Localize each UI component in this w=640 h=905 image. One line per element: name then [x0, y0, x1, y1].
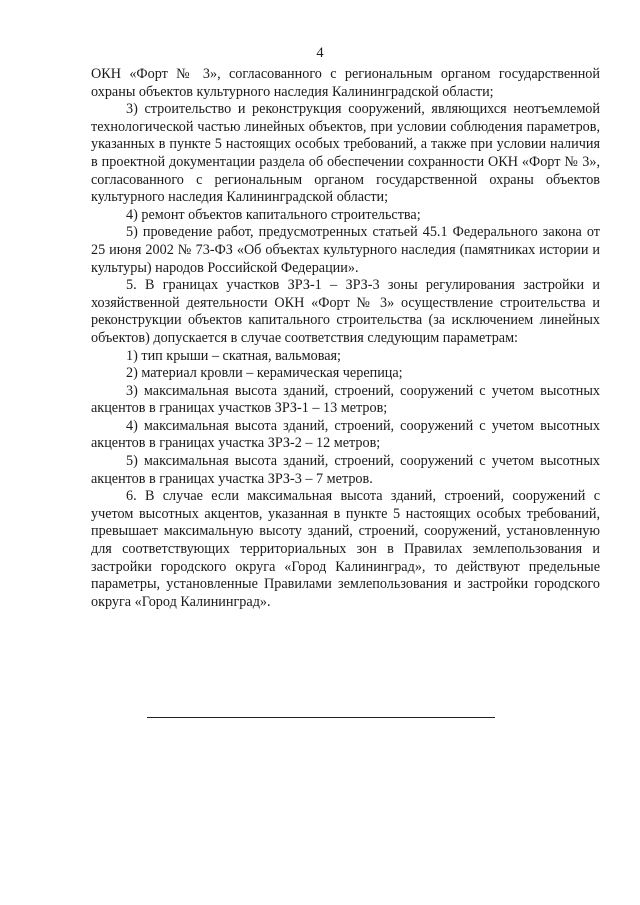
paragraph-continuation: ОКН «Форт № 3», согласованного с региональным органом государственной охраны объектов культурного наследия Калининградской области; — [91, 66, 600, 100]
parameter-1: 1) тип крыши – скатная, вальмовая; — [126, 347, 341, 364]
end-divider-line — [147, 717, 495, 718]
parameter-4: 4) максимальная высота зданий, строений, сооружений с учетом высотных акцентов в границах участка ЗРЗ-2 – 12 метров; — [91, 417, 600, 452]
document-body — [91, 66, 600, 611]
parameter-2: 2) материал кровли – керамическая черепица; — [126, 365, 403, 382]
parameter-5: 5) максимальная высота зданий, строений, сооружений с учетом высотных акцентов в границах участка ЗРЗ-3 – 7 метров. — [91, 453, 600, 487]
parameter-3: 3) максимальная высота зданий, строений, сооружений с учетом высотных акцентов в границах участков ЗРЗ-1 – 13 метров; — [91, 382, 600, 417]
list-item-4: 4) ремонт объектов капитального строительства; — [126, 206, 421, 223]
list-item-5: 5) проведение работ, предусмотренных статьей 45.1 Федерального закона от 25 июня 2002 № 73-ФЗ «Об объектах культурного наследия (памятниках истории и культуры) народов Российской Федерации». — [91, 224, 600, 276]
section-6: 6. В случае если максимальная высота зданий, строений, сооружений с учетом высотных акцентов, указанная в пункте 5 настоящих особых требований, превышает максимальную высоту зданий, строений, сооружений, установленную для соответствующих территориальных зон в Правилах землепользования и застройки городского округа «Город Калининград», то действуют предельные параметры, установленные Правилами землепользования и застройки городского округа «Город Калининград». — [91, 488, 600, 610]
section-5: 5. В границах участков ЗРЗ-1 – ЗРЗ-3 зоны регулирования застройки и хозяйственной деятельности ОКН «Форт № 3» осуществление строительства и реконструкции объектов капитального строительства (за исключением линейных объектов) допускается в случае соответствия следующим параметрам: — [91, 277, 600, 346]
page-number: 4 — [316, 45, 324, 61]
list-item-3: 3) строительство и реконструкция сооружений, являющихся неотъемлемой технологической частью линейных объектов, при условии соблюдения параметров, указанных в пункте 5 настоящих особых требований, а также при условии наличия в проектной документации раздела об обеспечении сохранности ОКН «Форт № 3», согласованного с региональным органом государственной охраны объектов культурного наследия Калининградской области; — [91, 101, 600, 206]
